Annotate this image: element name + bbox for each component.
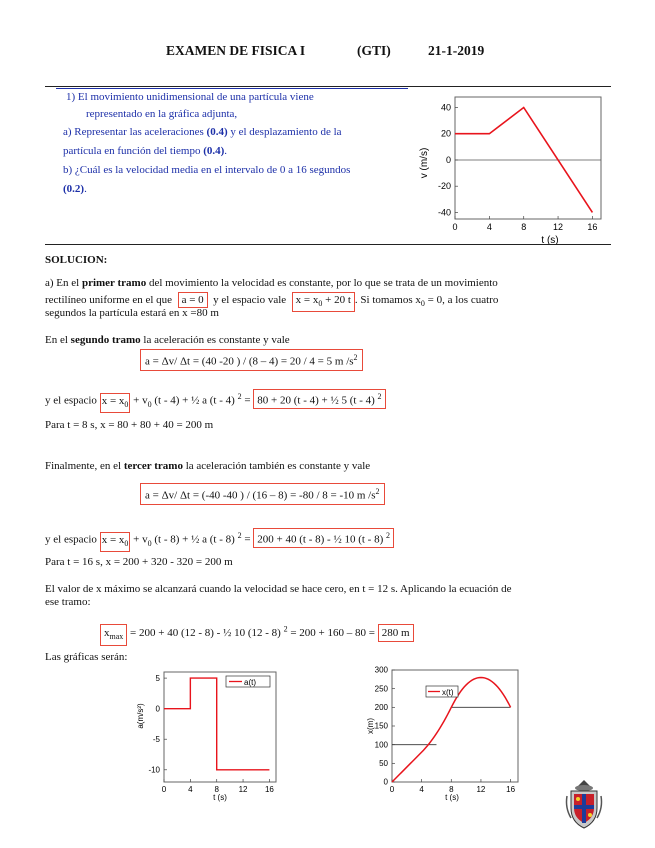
problem-line-6: (0.2).	[63, 183, 87, 195]
tramo2-espacio: y el espacio $x = x_0 + v_0$ (t - 4) + ½ a (t - 4) $^2$ = 80 + 20 (t - 4) + ½ 5 (t - 4) $^2$	[45, 389, 386, 413]
acceleration-xtick-label: 4	[188, 785, 193, 794]
position-ytick-label: 250	[374, 684, 388, 694]
box-accel-2: a = Δv/ Δt = (40 -20 ) / (8 – 4) = 20 / 4 = 5 m $/s^2$	[140, 349, 363, 371]
position-xlabel: t (s)	[445, 793, 459, 802]
velocity-xtick-label: 16	[587, 222, 598, 232]
box-x-eq: $x = x_0 + 20$ t	[292, 292, 355, 312]
velocity-ytick-label: 20	[440, 128, 451, 139]
acceleration-legend-label: a(t)	[244, 678, 256, 687]
box-x-2: $x = x_0$	[100, 393, 131, 413]
position-ytick-label: 300	[374, 665, 388, 675]
tramo1-line-3: segundos la partícula estará en x =80 m	[45, 307, 219, 319]
position-xtick-label: 4	[419, 785, 424, 794]
acceleration-legend	[226, 676, 270, 687]
acceleration-xlabel: t (s)	[213, 793, 227, 802]
acceleration-ytick-label: 0	[155, 704, 160, 714]
tramo2-para: Para t = 8 s, x = 80 + 80 + 40 = 200 m	[45, 419, 214, 431]
problem-rule	[45, 244, 611, 245]
velocity-ytick-label: -40	[437, 207, 451, 218]
velocity-xtick-label: 4	[486, 222, 492, 232]
velocity-xtick-label: 0	[452, 222, 458, 232]
acceleration-xtick-label: 8	[214, 785, 219, 794]
velocity-ylabel: v (m/s)	[419, 147, 430, 179]
box-xmax-result: 280 m	[378, 624, 414, 642]
acceleration-ylabel: a(m/s²)	[136, 703, 145, 729]
position-legend-label: x(t)	[442, 688, 454, 697]
velocity-ytick-label: 0	[445, 154, 451, 165]
acceleration-plot-frame	[164, 672, 276, 782]
tramo3-accel	[140, 483, 385, 505]
exam-title: EXAMEN DE FISICA I	[166, 43, 306, 58]
header-rule	[45, 86, 611, 87]
position-ytick-label: 50	[379, 759, 388, 768]
position-ylabel: x(m)	[366, 718, 375, 734]
acceleration-chart	[130, 666, 280, 806]
acceleration-xtick-label: 16	[264, 785, 274, 794]
tramo1-line-2: rectilíneo uniforme en el que a = 0 y el espacio vale $x = x_0 + 20$ t . Si tomamos $x_0 = 0$, a los cuatro	[45, 292, 498, 312]
position-ytick-label: 100	[374, 740, 388, 750]
solucion-heading: SOLUCION:	[45, 254, 108, 266]
problem-line-4: partícula en función del tiempo (0.4).	[63, 145, 228, 157]
acceleration-ytick-label: -5	[152, 734, 160, 744]
problem-line-3: a) Representar las aceleraciones (0.4) y el desplazamiento de la	[63, 126, 342, 138]
velocity-xtick-label: 8	[521, 222, 527, 232]
velocity-xlabel: t (s)	[541, 235, 559, 245]
problem-line-2: representado en la gráfica adjunta,	[86, 108, 238, 120]
box-x-3-result: 200 + 40 (t - 8) - ½ 10 (t - 8) $^2$	[253, 528, 394, 548]
problem-line-1: 1) El movimiento unidimensional de una partícula viene	[66, 91, 314, 103]
exam-group: (GTI)	[357, 43, 391, 58]
position-xtick-label: 8	[449, 785, 454, 794]
position-legend	[426, 686, 458, 697]
position-ytick-label: 200	[374, 703, 388, 712]
acceleration-xtick-label: 12	[238, 785, 248, 794]
tramo3-espacio: y el espacio $x = x_0 + v_0$ (t - 8) + ½ a (t - 8) $^2$ = 200 + 40 (t - 8) - ½ 10 (t - 8) $^2$	[45, 528, 394, 552]
exam-date: 21-1-2019	[428, 43, 485, 58]
box-x-2-result: 80 + 20 (t - 4) + ½ 5 (t - 4) $^2$	[253, 389, 385, 409]
box-x-3: $x = x_0$	[100, 532, 131, 552]
xmax-text-2: ese tramo:	[45, 596, 91, 608]
position-chart	[362, 664, 532, 804]
position-ytick-label: 0	[383, 777, 388, 787]
velocity-xtick-label: 12	[553, 222, 564, 232]
velocity-ytick-label: -20	[437, 181, 451, 192]
box-accel-3: a = Δv/ Δt = (-40 -40 ) / (16 – 8) = -80 / 8 = -10 m $/s^2$	[140, 483, 385, 505]
tramo2-accel	[140, 349, 363, 371]
position-xtick-label: 0	[389, 785, 395, 794]
tramo3-para: Para t = 16 s, x = 200 + 320 - 320 = 200 m	[45, 556, 233, 568]
position-xtick-label: 12	[476, 785, 486, 794]
velocity-ytick-label: 40	[440, 102, 451, 113]
velocity-chart	[415, 93, 615, 245]
position-ytick-label: 150	[374, 721, 388, 731]
box-a-zero: a = 0	[178, 292, 208, 308]
xmax-equation: $x_{max} = 200 + 40$ (12 - 8) - ½ 10 (12 - 8) $^2$ = 200 + 160 – 80 = 280 m	[100, 624, 414, 646]
tramo3-heading: Finalmente, en el tercer tramo la aceleración también es constante y vale	[45, 460, 371, 472]
tramo2-heading: En el segundo tramo la aceleración es constante y vale	[45, 334, 290, 346]
acceleration-xtick-label: 0	[161, 785, 167, 794]
position-xtick-label: 16	[506, 785, 516, 794]
university-crest-icon	[563, 778, 605, 830]
tramo1-line-1: a) En el primer tramo del movimiento la velocidad es constante, por lo que se trata de un movimiento	[45, 277, 498, 289]
problem-line-5: b) ¿Cuál es la velocidad media en el intervalo de 0 a 16 segundos	[63, 164, 351, 176]
xmax-text-1: El valor de x máximo se alcanzará cuando la velocidad se hace cero, en t = 12 s. Aplicando la ecuación de	[45, 583, 512, 595]
acceleration-ytick-label: -10	[148, 765, 160, 775]
graficas-label: Las gráficas serán:	[45, 651, 128, 663]
box-xmax-label: $x_{max}$	[100, 624, 127, 646]
acceleration-ytick-label: 5	[155, 673, 160, 683]
